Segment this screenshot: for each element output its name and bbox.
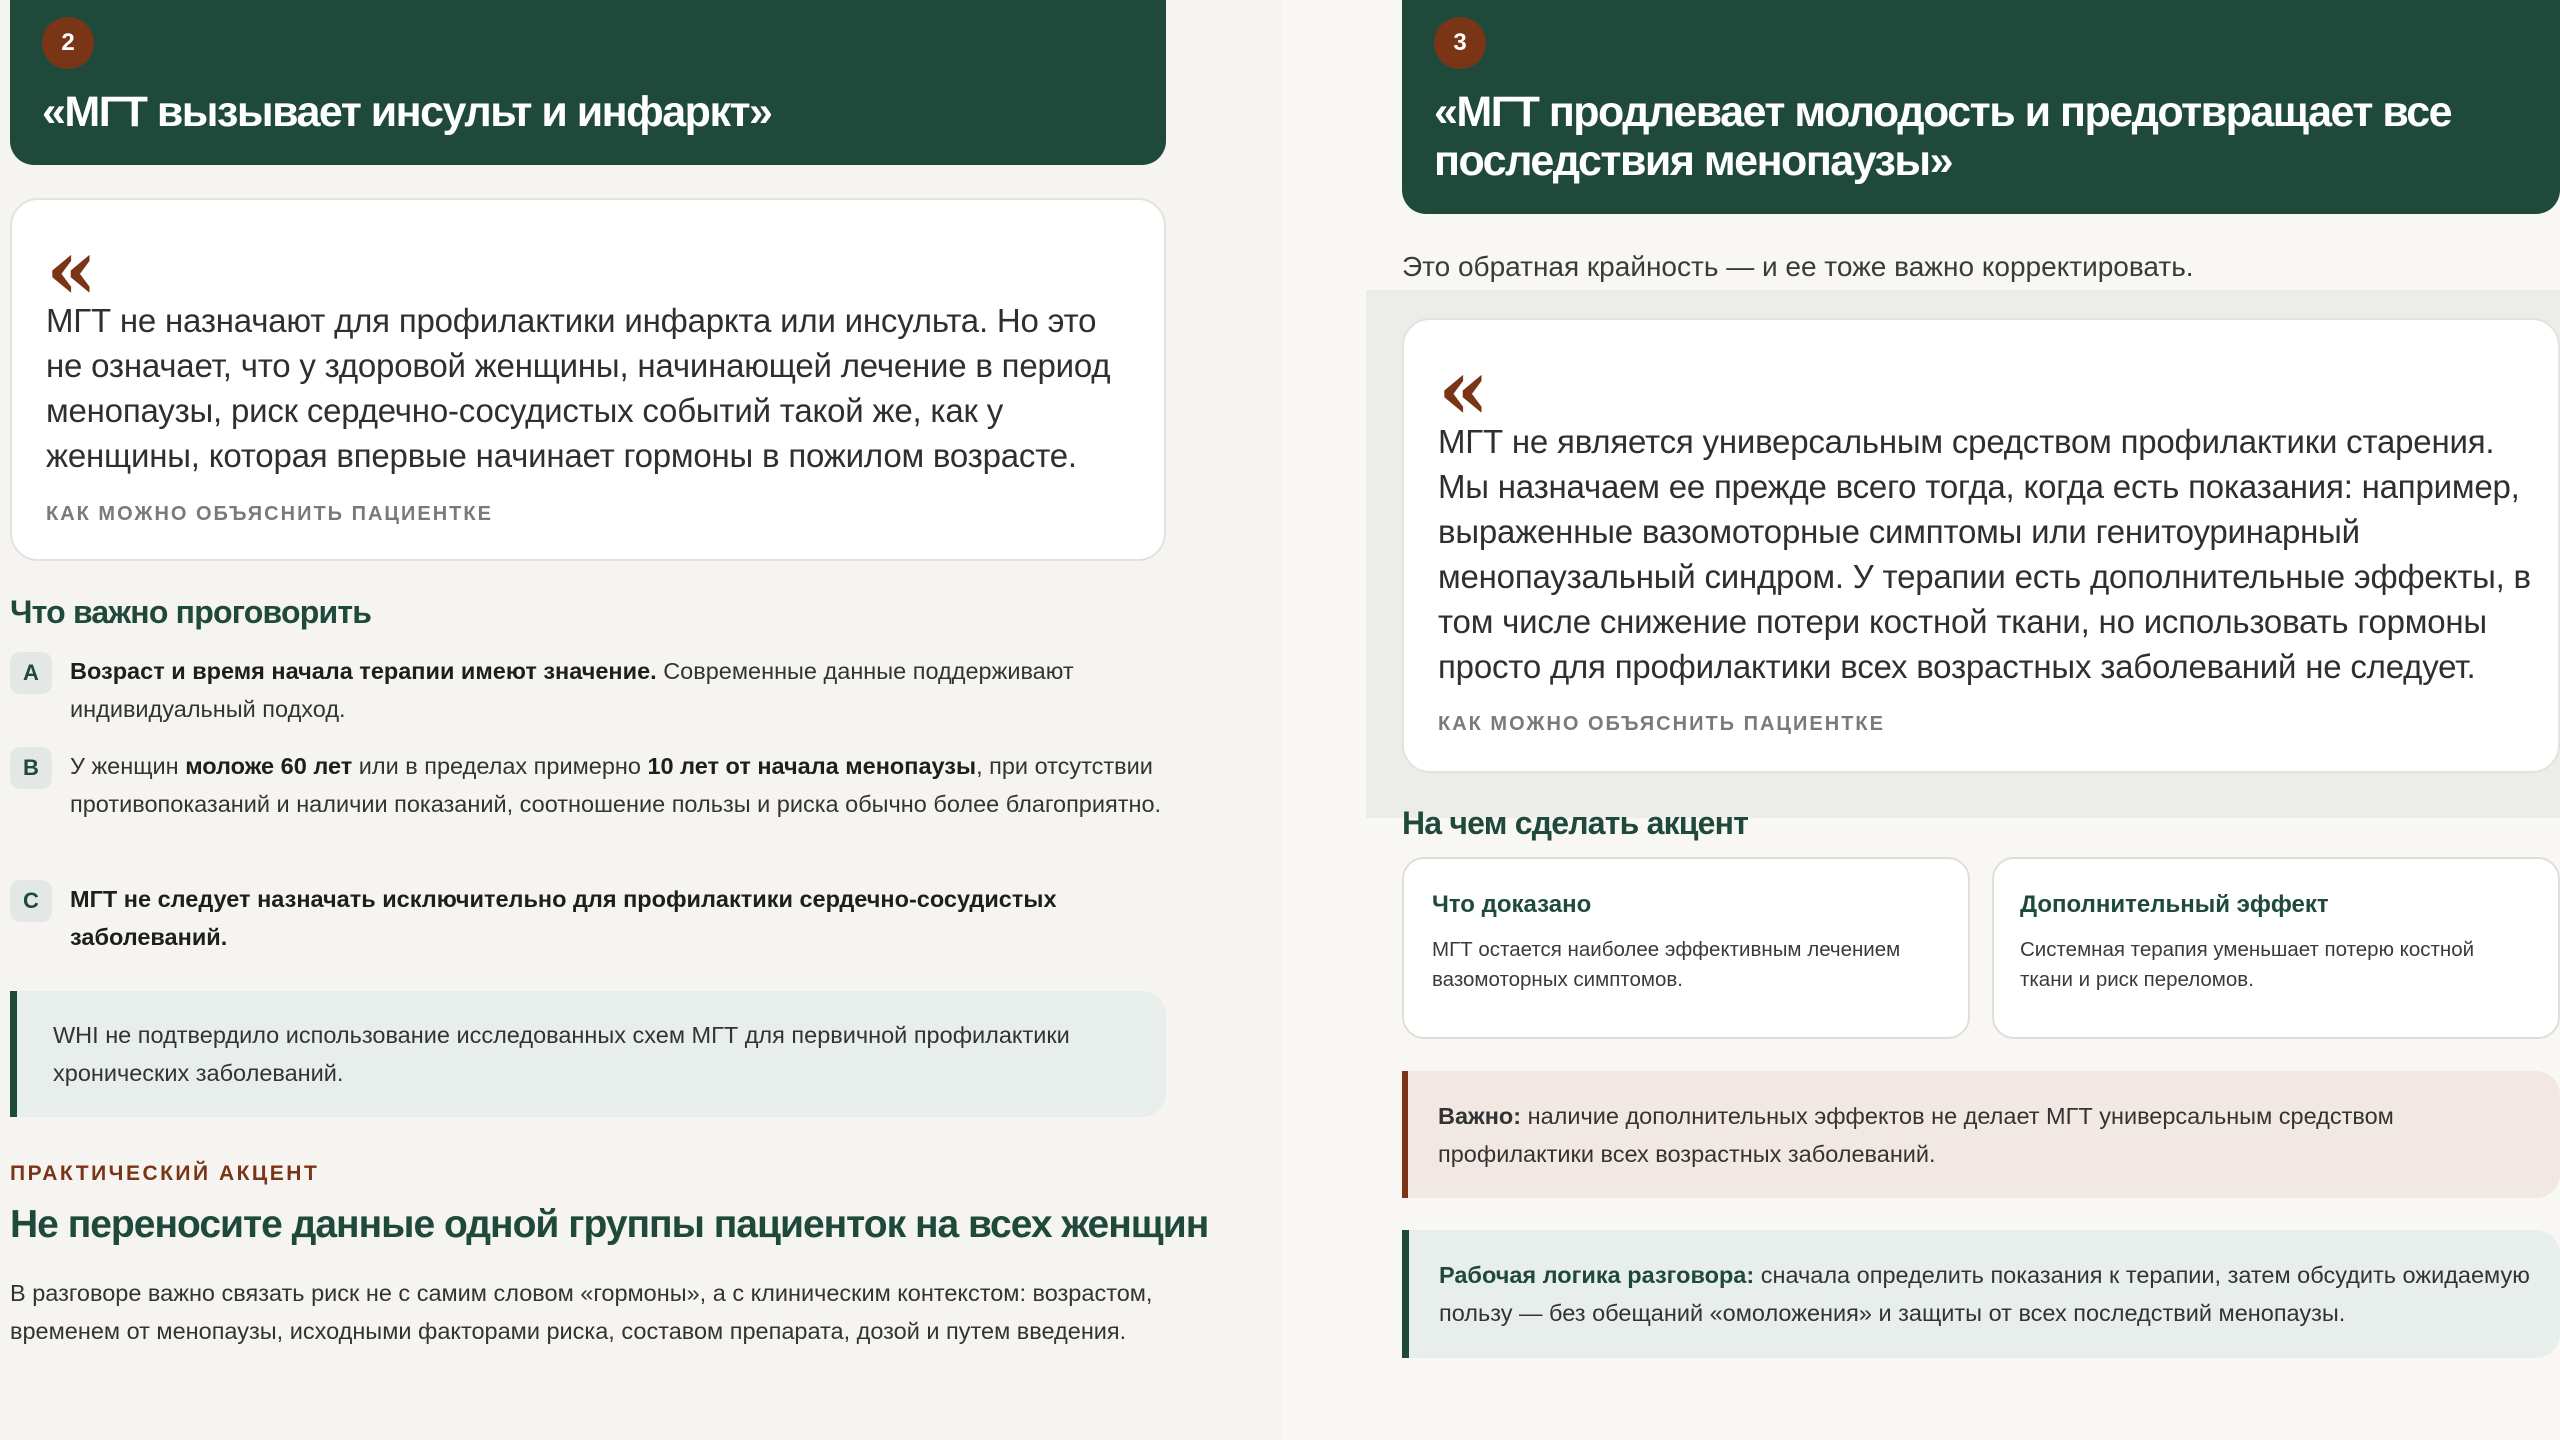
practical-title: Не переносите данные одной группы пациенток на всех женщин xyxy=(10,1203,1209,1246)
note-text: WHI не подтвердило использование исследованных схем МГТ для первичной профилактики хронических заболеваний. xyxy=(53,1022,1070,1086)
quote-card xyxy=(1402,318,2560,773)
myth-2-header xyxy=(10,0,1166,165)
item-text: У женщин моложе 60 лет или в пределах примерно 10 лет от начала менопаузы, при отсутствии противопоказаний и наличии показаний, соотношение пользы и риска обычно более благоприятно. xyxy=(70,753,1162,817)
info-card-text: Системная терапия уменьшает потерю костной ткани и риск переломов. xyxy=(2020,938,2475,991)
info-card xyxy=(1402,857,1970,1039)
myth-title: «МГТ вызывает инсульт и инфаркт» xyxy=(42,88,772,136)
item-text: Возраст и время начала терапии имеют значение. Современные данные поддерживают индивидуальный подход. xyxy=(70,658,1074,722)
section-title: На чем сделать акцент xyxy=(1402,805,1749,841)
item-letter-badge: A xyxy=(10,652,52,694)
practical-text: В разговоре важно связать риск не с самим словом «гормоны», а с клиническим контекстом: возрастом, временем от менопаузы, исходными факторами риска, составом препарата, дозой и путем введения. xyxy=(10,1280,1153,1344)
quote-text: МГТ не является универсальным средством профилактики старения. Мы назначаем ее прежде всего тогда, когда есть показания: например, выраженные вазомоторные симптомы или генитоуринарный менопаузальный синдром. У терапии есть дополнительные эффекты, в том числе снижение потери костной ткани, но использовать гормоны просто для профилактики всех возрастных заболеваний не следует. xyxy=(1438,423,2531,685)
warning-note xyxy=(1402,1071,2560,1198)
myth-title: «МГТ продлевает молодость и предотвращает все последствия менопаузы» xyxy=(1434,88,2452,185)
right-column xyxy=(1282,0,2560,1440)
item-text: МГТ не следует назначать исключительно для профилактики сердечно-сосудистых заболеваний. xyxy=(70,886,1057,950)
quote-caption: КАК МОЖНО ОБЪЯСНИТЬ ПАЦИЕНТКЕ xyxy=(1438,713,1885,735)
logic-note xyxy=(1402,1230,2560,1358)
myth-number-badge: 3 xyxy=(1434,17,1486,69)
section-subtitle: Это обратная крайность — и ее тоже важно корректировать. xyxy=(1402,251,2194,282)
quote-mark-icon: « xyxy=(46,222,92,318)
myth-number-badge: 2 xyxy=(42,17,94,69)
info-card xyxy=(1992,857,2560,1039)
info-card-title: Дополнительный эффект xyxy=(2020,891,2329,918)
quote-text: МГТ не назначают для профилактики инфаркта или инсульта. Но это не означает, что у здоровой женщины, начинающей лечение в период менопаузы, риск сердечно-сосудистых событий такой же, как у женщины, которая впервые начинает гормоны в пожилом возрасте. xyxy=(46,302,1111,474)
warning-text: Важно: наличие дополнительных эффектов не делает МГТ универсальным средством профилактики всех возрастных заболеваний. xyxy=(1438,1103,2394,1167)
practical-kicker: ПРАКТИЧЕСКИЙ АКЦЕНТ xyxy=(10,1162,320,1185)
info-card-text: МГТ остается наиболее эффективным лечением вазомоторных симптомов. xyxy=(1432,938,1901,991)
note-box xyxy=(10,991,1166,1117)
item-letter-badge: C xyxy=(10,880,52,922)
myth-3-header xyxy=(1402,0,2560,214)
quote-caption: КАК МОЖНО ОБЪЯСНИТЬ ПАЦИЕНТКЕ xyxy=(46,503,493,525)
quote-card xyxy=(10,198,1166,561)
info-card-title: Что доказано xyxy=(1432,891,1592,918)
section-title: Что важно проговорить xyxy=(10,594,372,630)
item-letter-badge: B xyxy=(10,747,52,789)
logic-text: Рабочая логика разговора: сначала определить показания к терапии, затем обсудить ожидаемую пользу — без обещаний «омоложения» и защиты от всех последствий менопаузы. xyxy=(1439,1262,2530,1326)
quote-mark-icon: « xyxy=(1438,342,1484,438)
